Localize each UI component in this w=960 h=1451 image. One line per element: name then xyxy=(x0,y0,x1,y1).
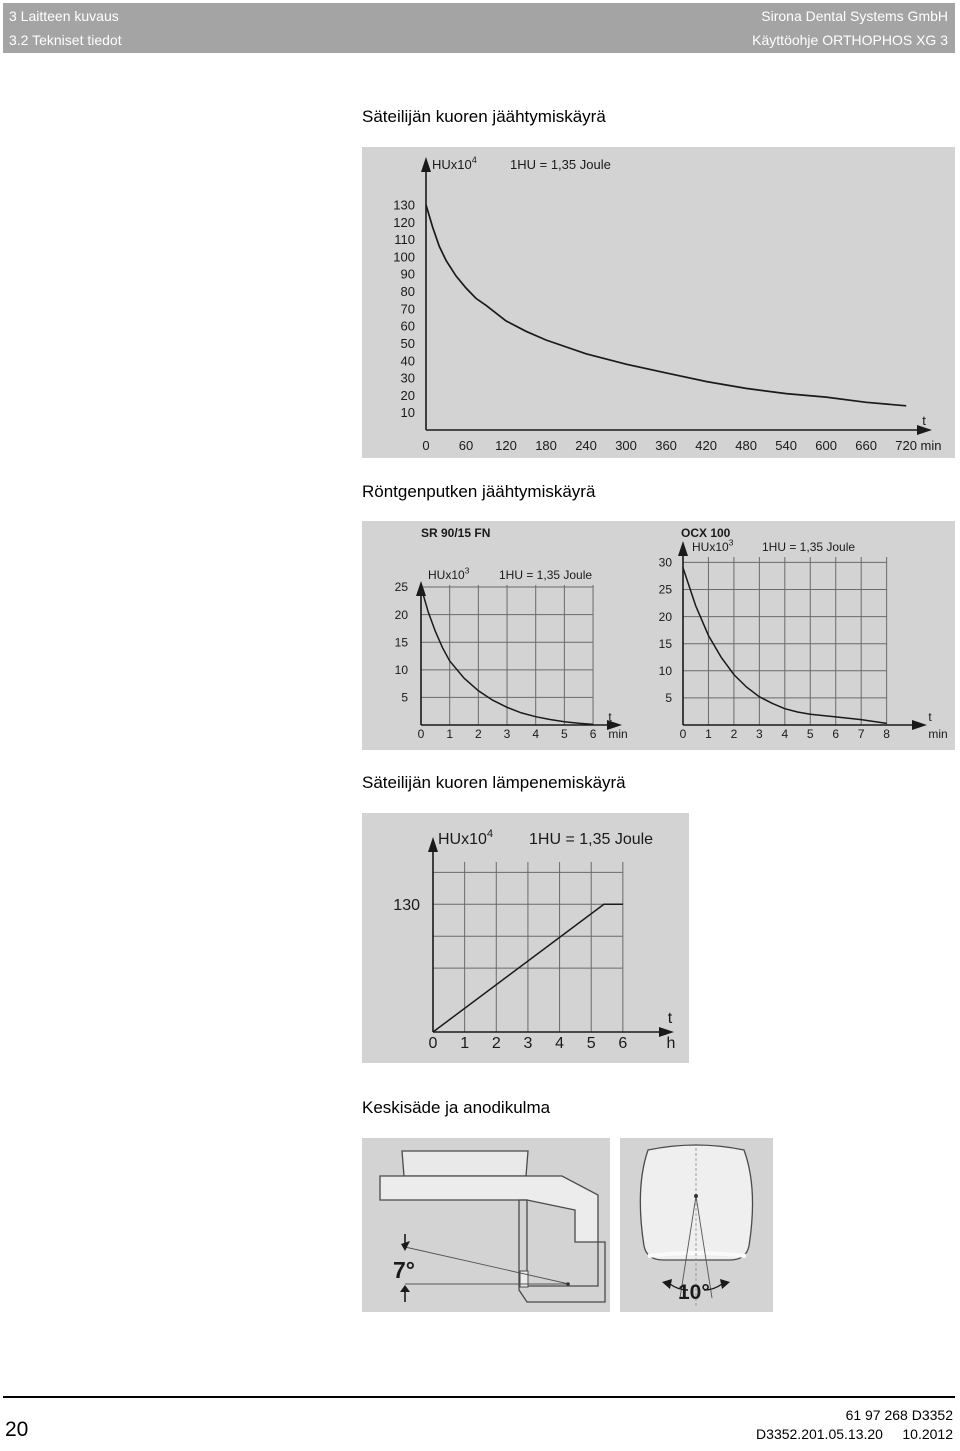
central-ray-title: Keskisäde ja anodikulma xyxy=(362,1098,551,1117)
doc-number: 61 97 268 D3352 xyxy=(845,1407,953,1423)
heating-housing-x-axis-label: t xyxy=(667,1010,673,1027)
housing-heating-chart xyxy=(362,813,689,1063)
heating-housing-x-tick-label: 4 xyxy=(555,1035,565,1052)
cooling-tube-ocx-y-tick-label: 25 xyxy=(658,582,672,597)
cooling-tube-ocx-x-tick-label: 4 xyxy=(781,727,789,741)
cooling-housing-y-tick-label: 20 xyxy=(400,387,415,403)
page-number: 20 xyxy=(5,1418,29,1441)
cooling-tube-sr-y-tick-label: 10 xyxy=(394,663,408,678)
cooling-housing-y-tick-label: 60 xyxy=(400,318,415,334)
cooling-tube-sr-y-tick-label: 25 xyxy=(394,580,408,595)
cooling-housing-x-tick-label: 720 xyxy=(895,438,918,453)
cooling-tube-sr-x-tick-label: 1 xyxy=(446,727,454,741)
cooling-housing-y-unit-exp: 4 xyxy=(471,155,477,166)
cooling-housing-y-tick-label: 120 xyxy=(393,214,415,230)
heating-housing-x-tick-label: 3 xyxy=(523,1035,533,1052)
cooling-housing-x-tick-label: 600 xyxy=(815,438,837,453)
front-angle-label: 10° xyxy=(678,1281,710,1304)
cooling-tube-ocx-y-unit: $HUx10^3$ xyxy=(692,537,734,554)
heating-housing-x-tick-label: 0 xyxy=(428,1035,438,1052)
cooling-tube-ocx-x-tick-label: 0 xyxy=(679,727,687,741)
cooling-tube-sr-x-tick-label: 4 xyxy=(532,727,540,741)
side-angle-label: 7° xyxy=(393,1257,415,1283)
header-manual: Käyttöohje ORTHOPHOS XG 3 xyxy=(752,32,948,48)
cooling-housing-y-tick-label: 10 xyxy=(400,405,415,421)
cooling-housing-x-tick-label: 120 xyxy=(495,438,517,453)
cooling-tube-sr-x-tick-label: 0 xyxy=(417,727,425,741)
cooling-tube-sr-x-tick-label: 3 xyxy=(503,727,511,741)
cooling-tube-sr-x-tick-label: 6 xyxy=(589,727,597,741)
cooling-housing-x-tick-label: 180 xyxy=(535,438,557,453)
cooling-tube-sr-note: 1HU = 1,35 Joule xyxy=(499,568,593,582)
cooling-tube-sr-x-unit: min xyxy=(608,727,628,741)
cooling-housing-y-tick-label: 40 xyxy=(400,353,415,369)
footer-rule xyxy=(3,1396,955,1398)
cooling-tube-ocx-y-tick-label: 10 xyxy=(658,664,672,679)
cooling-tube-ocx-note: 1HU = 1,35 Joule xyxy=(762,540,856,554)
cooling-tube-ocx-x-tick-label: 6 xyxy=(832,727,840,741)
heating-housing-x-tick-label: 5 xyxy=(586,1035,596,1052)
side-view-figure xyxy=(362,1138,610,1312)
cooling-tube-ocx-x-unit: min xyxy=(928,727,948,741)
cooling-housing-x-tick-label: 60 xyxy=(458,438,474,453)
cooling-housing-y-tick-label: 70 xyxy=(400,301,415,317)
heating-housing-x-tick-label: 2 xyxy=(491,1035,501,1052)
header-company: Sirona Dental Systems GmbH xyxy=(761,8,948,24)
cooling-housing-note: 1HU = 1,35 Joule xyxy=(510,157,611,172)
cooling-tube-ocx-y-tick-label: 5 xyxy=(665,691,672,706)
cooling-tube-sr-y-unit: $HUx10^3$ xyxy=(428,565,470,582)
cooling-tube-sr-y-unit-exp: 3 xyxy=(464,565,470,576)
header-chapter: 3 Laitteen kuvaus xyxy=(9,8,119,24)
page-header xyxy=(3,3,955,53)
cooling-housing-x-tick-label: 480 xyxy=(735,438,757,453)
doc-version: D3352.201.05.13.20 xyxy=(756,1426,883,1442)
cooling-tube-sr-y-tick-label: 15 xyxy=(394,635,408,650)
cooling-housing-y-tick-label: 130 xyxy=(393,197,415,213)
cooling-housing-x-tick-label: 540 xyxy=(775,438,797,453)
cooling-housing-x-axis-label: t xyxy=(922,413,926,428)
cooling-tube-ocx-x-tick-label: 1 xyxy=(705,727,712,741)
cooling-housing-y-tick-label: 50 xyxy=(400,335,415,351)
heating-housing-y-unit: $HUx10^4$ xyxy=(438,827,494,848)
tube-cooling-title: Röntgenputken jäähtymiskäyrä xyxy=(362,482,596,501)
doc-version-date xyxy=(756,1426,953,1442)
tube-cooling-charts xyxy=(362,521,955,750)
cooling-tube-sr-x-tick-label: 5 xyxy=(561,727,568,741)
heating-housing-x-unit: h xyxy=(666,1035,676,1052)
cooling-housing-x-tick-label: 0 xyxy=(422,438,430,453)
heating-housing-y-unit-exp: 4 xyxy=(486,827,494,840)
cooling-tube-sr-y-tick-label: 5 xyxy=(401,690,408,705)
heating-housing-x-tick-label: 6 xyxy=(618,1035,628,1052)
cooling-tube-ocx-x-tick-label: 8 xyxy=(883,727,890,741)
housing-heating-title: Säteilijän kuoren lämpenemiskäyrä xyxy=(362,773,626,792)
doc-date: 10.2012 xyxy=(902,1426,953,1442)
chart-bg xyxy=(362,813,689,1063)
heating-housing-y-tick-label: 130 xyxy=(393,896,420,914)
cooling-housing-y-tick-label: 30 xyxy=(400,370,415,386)
cooling-tube-sr-x-tick-label: 2 xyxy=(475,727,482,741)
cooling-tube-ocx-y-unit-exp: 3 xyxy=(728,537,734,548)
heating-housing-x-tick-label: 1 xyxy=(460,1035,470,1052)
cooling-tube-ocx-x-tick-label: 7 xyxy=(857,727,865,741)
cooling-housing-x-unit: min xyxy=(920,438,942,453)
cooling-housing-y-tick-label: 100 xyxy=(393,249,415,265)
cooling-tube-ocx-x-tick-label: 3 xyxy=(756,727,763,741)
cooling-tube-ocx-y-tick-label: 20 xyxy=(658,609,672,624)
chart-bg xyxy=(362,147,955,458)
cooling-housing-x-tick-label: 420 xyxy=(695,438,717,453)
cooling-housing-y-tick-label: 80 xyxy=(400,284,415,300)
cooling-tube-ocx-x-tick-label: 2 xyxy=(730,727,738,741)
cooling-tube-ocx-y-tick-label: 30 xyxy=(658,555,672,570)
cooling-housing-x-tick-label: 240 xyxy=(575,438,597,453)
cooling-tube-ocx-x-tick-label: 5 xyxy=(806,727,814,741)
cooling-tube-sr-x-axis-label: t xyxy=(608,710,612,724)
cooling-housing-x-tick-label: 300 xyxy=(615,438,637,453)
cooling-tube-ocx-y-tick-label: 15 xyxy=(658,636,672,651)
header-section: 3.2 Tekniset tiedot xyxy=(9,32,122,48)
housing-cooling-chart xyxy=(362,147,955,458)
cooling-housing-y-unit: $HUx10^4$ xyxy=(432,155,477,172)
cooling-tube-sr-title: SR 90/15 FN xyxy=(421,526,491,540)
cooling-housing-y-tick-label: 110 xyxy=(394,232,415,248)
cooling-tube-ocx-title: OCX 100 xyxy=(681,526,731,540)
housing-cooling-title: Säteilijän kuoren jäähtymiskäyrä xyxy=(362,107,606,126)
cooling-tube-sr-y-tick-label: 20 xyxy=(394,607,408,622)
cooling-housing-x-tick-label: 660 xyxy=(855,438,878,453)
heating-housing-note: 1HU = 1,35 Joule xyxy=(529,831,654,848)
cooling-housing-y-tick-label: 90 xyxy=(400,266,415,282)
cooling-tube-ocx-x-axis-label: t xyxy=(928,710,932,724)
front-view-figure xyxy=(620,1138,773,1312)
cooling-housing-x-tick-label: 360 xyxy=(655,438,677,453)
